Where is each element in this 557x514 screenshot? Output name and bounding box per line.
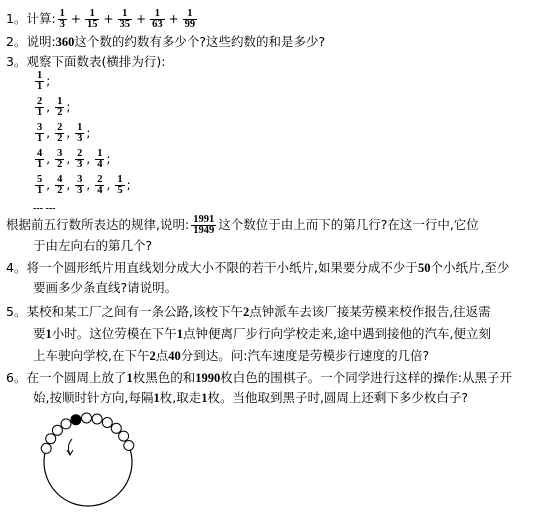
q3-fraction-numerator: 1991: [193, 213, 215, 225]
table-row: [33, 96, 73, 118]
q2-text-b: 这个数的约数有多少个?这些约数的和是多少?: [74, 34, 326, 49]
q2-bold-number: 360: [55, 35, 75, 49]
fraction: [35, 175, 44, 196]
table-row: [33, 174, 134, 196]
q4-line2-text: 要画多少条直线?请说明。: [33, 280, 178, 295]
q5-line3-a: 上车驶向学校,在下午: [33, 348, 150, 363]
fraction: [35, 149, 44, 170]
black-stone: [71, 415, 81, 425]
fraction: [75, 149, 84, 170]
comma: ,: [46, 178, 51, 192]
fraction-denominator: 1: [37, 132, 43, 144]
q5-line2-b: 小时。这位劳模在下午: [51, 326, 177, 341]
arrowhead-icon: [67, 450, 73, 455]
fraction: [75, 123, 84, 144]
fraction-numerator: 3: [57, 147, 63, 159]
fraction-numerator: 1: [122, 7, 128, 19]
fraction-denominator: 4: [97, 158, 103, 170]
fraction: [35, 97, 44, 118]
q5-b1: 2: [242, 305, 250, 319]
fraction-numerator: 1: [154, 7, 160, 19]
white-stone: [61, 419, 71, 429]
fraction-denominator: 1: [37, 80, 43, 92]
fraction-denominator: 4: [97, 184, 103, 196]
fraction-numerator: 2: [37, 95, 43, 107]
q5-b5: 40: [168, 349, 181, 363]
fraction-numerator: 1: [97, 147, 103, 159]
q4-bold: 50: [417, 261, 431, 275]
fraction: [35, 123, 44, 144]
comma: ,: [46, 152, 51, 166]
semicolon: ;: [66, 100, 71, 114]
fraction-denominator: 99: [184, 18, 196, 30]
q6-b2: 1990: [195, 371, 221, 385]
fraction-denominator: 35: [119, 18, 131, 30]
q5-line1-b: 点钟派车去该厂接某劳模来校作报告,往返需: [249, 304, 491, 319]
fraction-denominator: 5: [117, 184, 123, 196]
fraction: [55, 149, 64, 170]
fraction-denominator: 1: [37, 106, 43, 118]
fraction-denominator: 2: [57, 106, 63, 118]
q6-b3: 1: [153, 391, 160, 405]
fraction: [55, 97, 64, 118]
question-4-line2: [33, 280, 177, 296]
white-stone: [52, 425, 62, 435]
comma: ,: [86, 178, 91, 192]
fraction-numerator: 4: [57, 173, 63, 185]
q6-b1: 1: [126, 371, 133, 385]
q5-line2-c: 点钟便离厂步行向学校走来,途中遇到接他的汽车,便立刻: [183, 326, 491, 341]
fraction-denominator: 3: [77, 132, 83, 144]
q3-question-line2: [33, 238, 152, 254]
white-stone: [111, 423, 121, 433]
fraction-denominator: 3: [77, 184, 83, 196]
q2-number: 2。: [6, 34, 27, 49]
q5-b3: 1: [176, 327, 184, 341]
comma: ,: [66, 152, 71, 166]
fraction: [85, 9, 100, 30]
q5-b4: 2: [149, 349, 156, 363]
table-row: [33, 148, 114, 170]
go-stones-circle-diagram: [28, 402, 148, 512]
plus-sign: +: [70, 12, 81, 26]
comma: ,: [106, 178, 111, 192]
q5-line3-b: 点: [155, 348, 169, 363]
question-4-line1: [6, 260, 509, 276]
fraction-denominator: 2: [57, 158, 63, 170]
fraction: [35, 71, 44, 92]
q6-line2-c: 枚。当他取到黑子时,圆周上还剩下多少枚白子?: [207, 390, 469, 405]
fraction: [55, 123, 64, 144]
fraction-numerator: 1: [59, 7, 65, 19]
fraction-denominator: 2: [57, 132, 63, 144]
comma: ,: [46, 126, 51, 140]
fraction-numerator: 3: [77, 173, 83, 185]
fraction-denominator: 63: [152, 18, 163, 30]
q6-line2-b: 枚,取走: [159, 390, 202, 405]
table-row: [33, 70, 53, 92]
q3-title-text: 3。观察下面数表(横排为行):: [6, 54, 166, 69]
fraction-numerator: 1: [77, 121, 83, 133]
q6-line1-a: 6。在一个圆周上放了: [6, 370, 127, 385]
fraction-numerator: 2: [97, 173, 103, 185]
white-stone: [41, 443, 51, 453]
q5-line1-a: 5。某校和某工厂之间有一条公路,该校下午: [6, 304, 243, 319]
fraction-denominator: 1: [37, 184, 43, 196]
q1-label: 1。计算:: [6, 11, 56, 26]
question-5-line2: [33, 326, 491, 342]
fraction: [183, 9, 198, 30]
q4-line1-b: 个小纸片,至少: [430, 260, 510, 275]
question-3-title: [6, 54, 165, 70]
fraction-numerator: 3: [37, 121, 43, 133]
plus-sign: +: [136, 12, 147, 26]
fraction-numerator: 5: [37, 173, 43, 185]
fraction-numerator: 2: [57, 121, 63, 133]
question-5-line3: [33, 348, 429, 364]
comma: ,: [66, 126, 71, 140]
q6-b4: 1: [201, 391, 208, 405]
fraction-denominator: 15: [86, 18, 98, 30]
q5-line2-a: 要: [33, 326, 46, 341]
comma: ,: [86, 152, 91, 166]
semicolon: ;: [126, 178, 131, 192]
plus-sign: +: [168, 12, 179, 26]
fraction-numerator: 1: [57, 95, 63, 107]
white-stone: [92, 414, 102, 424]
semicolon: ;: [46, 74, 51, 88]
fraction: [58, 9, 67, 30]
semicolon: ;: [86, 126, 91, 140]
fraction: [150, 9, 165, 30]
question-2: [6, 34, 325, 50]
white-stone: [102, 418, 112, 428]
stones-group: [41, 413, 134, 453]
q3-line1-b: 这个数位于由上而下的第几行?在这一行中,它位: [218, 217, 479, 232]
fraction-denominator: 2: [57, 184, 63, 196]
fraction: [118, 9, 133, 30]
q2-text-a: 说明:: [26, 34, 56, 49]
comma: ,: [66, 178, 71, 192]
q3-line1-a: 根据前五行数所表达的规律,说明:: [6, 217, 190, 232]
q6-line1-c: 枚白色的围棋子。一个同学进行这样的操作:从黑子开: [220, 370, 512, 385]
white-stone: [82, 413, 92, 423]
fraction-numerator: 1: [187, 7, 193, 19]
q6-line2-a: 始,按顺时针方向,每隔: [33, 390, 154, 405]
q3-line2-text: 于由左向右的第几个?: [33, 238, 153, 253]
q6-line1-b: 枚黑色的和: [132, 370, 196, 385]
q1-expression: [56, 9, 200, 30]
q4-line1-a: 4。将一个圆形纸片用直线划分成大小不限的若干小纸片,如果要分成不少于: [6, 260, 418, 275]
table-ellipsis: --- ---: [33, 202, 56, 214]
white-stone: [46, 434, 56, 444]
fraction-numerator: 1: [37, 69, 43, 81]
question-6-line1: [6, 370, 512, 386]
question-5-line1: [6, 304, 491, 320]
fraction-denominator: 1: [37, 158, 43, 170]
fraction: [95, 175, 104, 196]
table-row: [33, 122, 93, 144]
white-stone: [124, 441, 134, 451]
fraction-numerator: 1: [117, 173, 123, 185]
question-1: [6, 8, 199, 30]
fraction: [115, 175, 124, 196]
q5-line3-c: 分到达。问:汽车速度是劳模步行速度的几倍?: [180, 348, 430, 363]
fraction: [55, 175, 64, 196]
q5-b2: 1: [45, 327, 52, 341]
semicolon: ;: [106, 152, 111, 166]
fraction-numerator: 1: [89, 7, 95, 19]
plus-sign: +: [103, 12, 114, 26]
q3-fraction: [191, 215, 216, 236]
fraction: [95, 149, 104, 170]
comma: ,: [46, 100, 51, 114]
q3-question-line1: [6, 212, 479, 238]
fraction-denominator: 3: [59, 18, 65, 30]
q3-fraction-denominator: 1949: [193, 224, 215, 236]
fraction: [75, 175, 84, 196]
fraction-denominator: 3: [77, 158, 83, 170]
white-stone: [119, 431, 129, 441]
fraction-numerator: 2: [77, 147, 83, 159]
fraction-numerator: 4: [37, 147, 43, 159]
